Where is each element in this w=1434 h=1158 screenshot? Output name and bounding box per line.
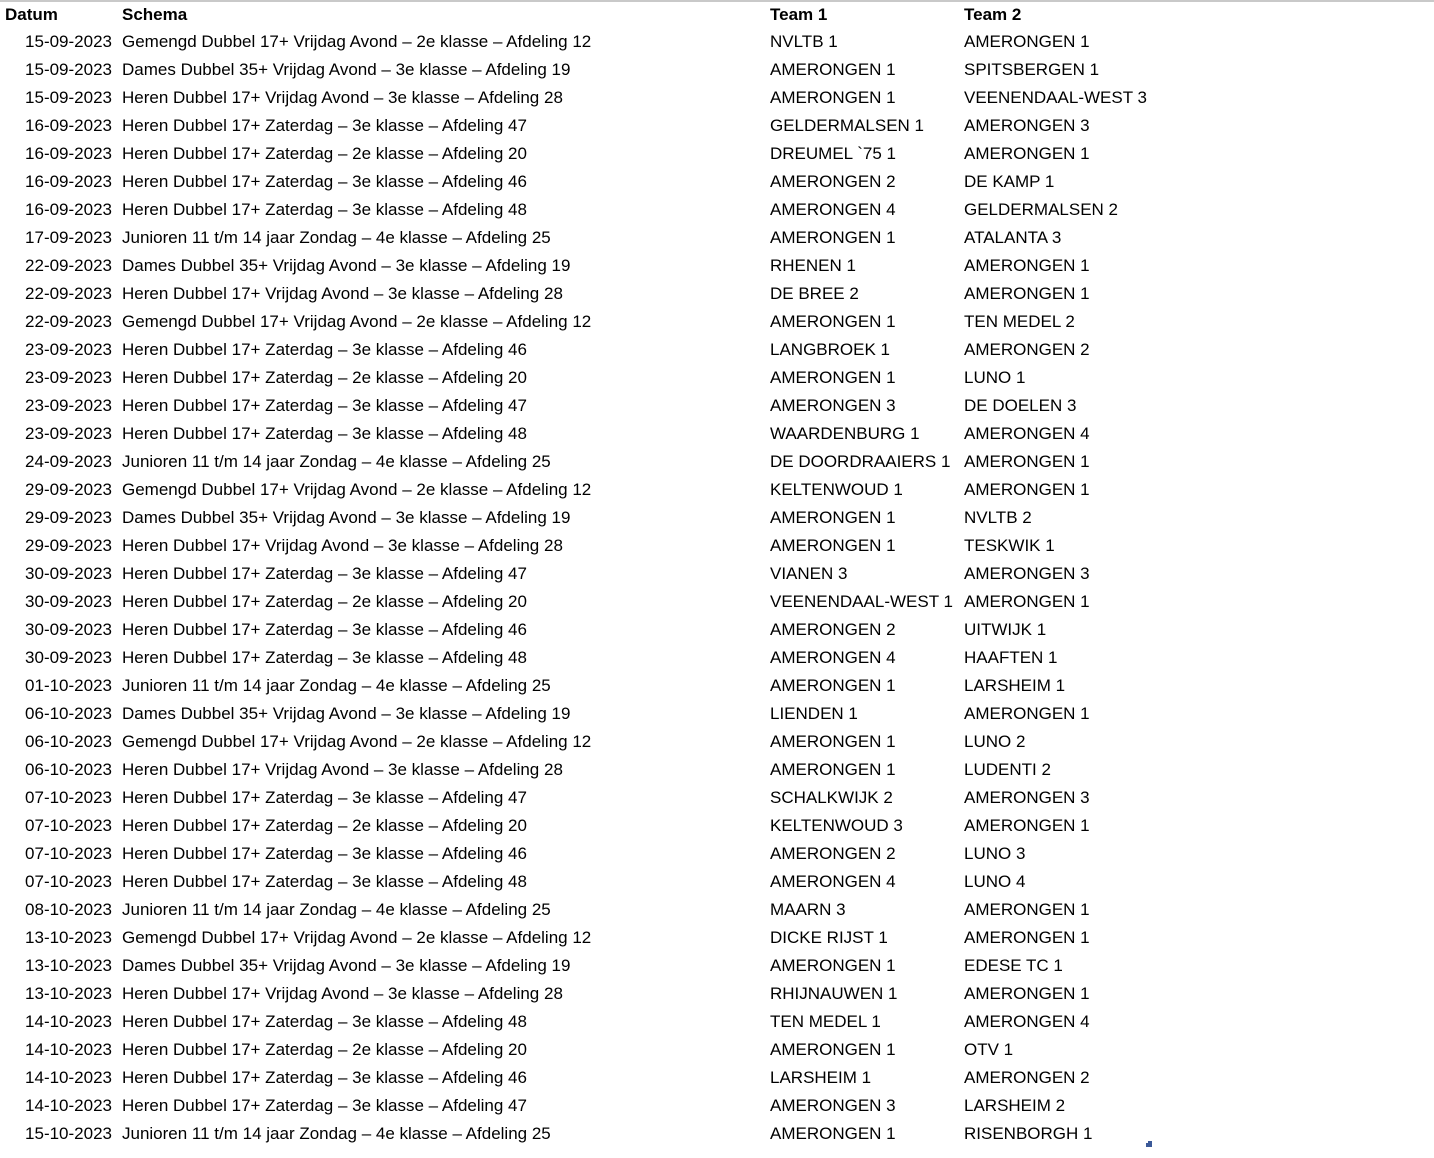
table-row: [0, 168, 1220, 196]
cell-datum[interactable]: 16-09-2023: [25, 172, 112, 191]
cell-team2[interactable]: TESKWIK 1: [964, 536, 1055, 555]
cell-team1[interactable]: LANGBROEK 1: [770, 340, 890, 359]
cell-datum[interactable]: 16-09-2023: [25, 144, 112, 163]
cell-datum[interactable]: 15-09-2023: [25, 32, 112, 51]
cell-team1[interactable]: AMERONGEN 1: [770, 228, 896, 247]
table-row: [0, 112, 1220, 140]
cell-team1[interactable]: AMERONGEN 1: [770, 1040, 896, 1059]
header-schema[interactable]: Schema: [122, 5, 188, 24]
table-row: [0, 588, 1220, 616]
cell-schema[interactable]: Heren Dubbel 17+ Vrijdag Avond – 3e klasse – Afdeling 28: [122, 88, 563, 107]
table-row: [0, 812, 1220, 840]
cell-team1[interactable]: GELDERMALSEN 1: [770, 116, 924, 135]
cell-datum[interactable]: 22-09-2023: [25, 284, 112, 303]
cell-team1[interactable]: AMERONGEN 1: [770, 508, 896, 527]
table-row: [0, 700, 1220, 728]
table-row: [0, 196, 1220, 224]
cell-team2[interactable]: AMERONGEN 1: [964, 984, 1090, 1003]
cell-team2[interactable]: LUNO 4: [964, 872, 1026, 891]
cell-datum[interactable]: 23-09-2023: [25, 368, 112, 387]
cell-schema[interactable]: Heren Dubbel 17+ Zaterdag – 3e klasse – Afdeling 46: [122, 844, 527, 863]
cell-schema[interactable]: Gemengd Dubbel 17+ Vrijdag Avond – 2e klasse – Afdeling 12: [122, 32, 592, 51]
cell-datum[interactable]: 01-10-2023: [25, 676, 112, 695]
table-row: [0, 252, 1220, 280]
cell-team2[interactable]: GELDERMALSEN 2: [964, 200, 1118, 219]
cell-schema[interactable]: Junioren 11 t/m 14 jaar Zondag – 4e klasse – Afdeling 25: [122, 900, 551, 919]
cell-team2[interactable]: AMERONGEN 1: [964, 816, 1090, 835]
cell-team2[interactable]: AMERONGEN 1: [964, 480, 1090, 499]
cell-schema[interactable]: Heren Dubbel 17+ Zaterdag – 2e klasse – Afdeling 20: [122, 592, 527, 611]
table-row: [0, 476, 1220, 504]
cell-schema[interactable]: Heren Dubbel 17+ Zaterdag – 3e klasse – Afdeling 48: [122, 648, 527, 667]
cell-team2[interactable]: AMERONGEN 1: [964, 32, 1090, 51]
cell-team2[interactable]: LUNO 3: [964, 844, 1026, 863]
cell-schema[interactable]: Heren Dubbel 17+ Zaterdag – 3e klasse – Afdeling 48: [122, 424, 527, 443]
fill-handle-icon[interactable]: [1144, 1139, 1152, 1147]
cell-datum[interactable]: 07-10-2023: [25, 788, 112, 807]
cell-team2[interactable]: ATALANTA 3: [964, 228, 1062, 247]
cell-schema[interactable]: Heren Dubbel 17+ Zaterdag – 2e klasse – Afdeling 20: [122, 1040, 527, 1059]
cell-team2[interactable]: AMERONGEN 4: [964, 424, 1090, 443]
cell-team1[interactable]: VIANEN 3: [770, 564, 848, 583]
cell-team1[interactable]: AMERONGEN 1: [770, 88, 896, 107]
cell-schema[interactable]: Heren Dubbel 17+ Zaterdag – 3e klasse – Afdeling 47: [122, 116, 527, 135]
table-row: [0, 224, 1220, 252]
table-row: [0, 532, 1220, 560]
cell-schema[interactable]: Heren Dubbel 17+ Zaterdag – 2e klasse – Afdeling 20: [122, 368, 527, 387]
cell-schema[interactable]: Heren Dubbel 17+ Zaterdag – 3e klasse – Afdeling 48: [122, 872, 527, 891]
cell-team2[interactable]: LARSHEIM 1: [964, 676, 1066, 695]
table-row: [0, 28, 1220, 56]
cell-team1[interactable]: DREUMEL `75 1: [770, 144, 896, 163]
cell-datum[interactable]: 06-10-2023: [25, 704, 112, 723]
cell-datum[interactable]: 30-09-2023: [25, 620, 112, 639]
cell-team2[interactable]: AMERONGEN 2: [964, 1068, 1090, 1087]
header-team2[interactable]: Team 2: [964, 5, 1022, 24]
cell-team2[interactable]: AMERONGEN 1: [964, 452, 1090, 471]
cell-team2[interactable]: AMERONGEN 1: [964, 592, 1090, 611]
table-row: [0, 952, 1220, 980]
cell-team2[interactable]: DE DOELEN 3: [964, 396, 1077, 415]
cell-team1[interactable]: AMERONGEN 2: [770, 172, 896, 191]
cell-team2[interactable]: AMERONGEN 1: [964, 144, 1090, 163]
cell-datum[interactable]: 30-09-2023: [25, 592, 112, 611]
cell-team2[interactable]: DE KAMP 1: [964, 172, 1055, 191]
cell-team1[interactable]: AMERONGEN 1: [770, 312, 896, 331]
cell-datum[interactable]: 30-09-2023: [25, 564, 112, 583]
cell-schema[interactable]: Dames Dubbel 35+ Vrijdag Avond – 3e klasse – Afdeling 19: [122, 508, 571, 527]
cell-team1[interactable]: AMERONGEN 1: [770, 732, 896, 751]
cell-datum[interactable]: 06-10-2023: [25, 760, 112, 779]
table-row: [0, 1092, 1220, 1120]
cell-datum[interactable]: 22-09-2023: [25, 312, 112, 331]
cell-datum[interactable]: 14-10-2023: [25, 1096, 112, 1115]
cell-schema[interactable]: Heren Dubbel 17+ Zaterdag – 2e klasse – Afdeling 20: [122, 144, 527, 163]
table-row: [0, 448, 1220, 476]
cell-schema[interactable]: Heren Dubbel 17+ Vrijdag Avond – 3e klasse – Afdeling 28: [122, 760, 563, 779]
cell-team1[interactable]: AMERONGEN 2: [770, 844, 896, 863]
cell-team1[interactable]: RHENEN 1: [770, 256, 856, 275]
cell-team1[interactable]: DE BREE 2: [770, 284, 859, 303]
cell-team1[interactable]: VEENENDAAL-WEST 1: [770, 592, 953, 611]
table-row: [0, 980, 1220, 1008]
cell-team2[interactable]: AMERONGEN 2: [964, 340, 1090, 359]
cell-team2[interactable]: LUNO 2: [964, 732, 1026, 751]
table-row: [0, 924, 1220, 952]
cell-datum[interactable]: 24-09-2023: [25, 452, 112, 471]
cell-datum[interactable]: 15-10-2023: [25, 1124, 112, 1143]
table-row: [0, 672, 1220, 700]
cell-team2[interactable]: EDESE TC 1: [964, 956, 1063, 975]
table-row: [0, 1064, 1220, 1092]
table-row: [0, 56, 1220, 84]
cell-schema[interactable]: Heren Dubbel 17+ Zaterdag – 3e klasse – Afdeling 47: [122, 788, 527, 807]
cell-team2[interactable]: OTV 1: [964, 1040, 1014, 1059]
cell-team2[interactable]: LUDENTI 2: [964, 760, 1051, 779]
table-row: [0, 84, 1220, 112]
cell-team2[interactable]: TEN MEDEL 2: [964, 312, 1075, 331]
table-row: [0, 840, 1220, 868]
cell-datum[interactable]: 15-09-2023: [25, 88, 112, 107]
cell-team2[interactable]: AMERONGEN 1: [964, 900, 1090, 919]
cell-team2[interactable]: HAAFTEN 1: [964, 648, 1058, 667]
cell-team1[interactable]: AMERONGEN 1: [770, 760, 896, 779]
cell-schema[interactable]: Heren Dubbel 17+ Vrijdag Avond – 3e klasse – Afdeling 28: [122, 284, 563, 303]
table-row: [0, 336, 1220, 364]
cell-schema[interactable]: Dames Dubbel 35+ Vrijdag Avond – 3e klasse – Afdeling 19: [122, 256, 571, 275]
cell-team1[interactable]: AMERONGEN 3: [770, 396, 896, 415]
cell-datum[interactable]: 07-10-2023: [25, 816, 112, 835]
cell-datum[interactable]: 23-09-2023: [25, 396, 112, 415]
cell-datum[interactable]: 13-10-2023: [25, 928, 112, 947]
cell-team1[interactable]: AMERONGEN 4: [770, 200, 896, 219]
table-row: [0, 616, 1220, 644]
header-datum[interactable]: Datum: [5, 5, 58, 24]
cell-datum[interactable]: 07-10-2023: [25, 844, 112, 863]
cell-schema[interactable]: Junioren 11 t/m 14 jaar Zondag – 4e klasse – Afdeling 25: [122, 676, 551, 695]
cell-team1[interactable]: WAARDENBURG 1: [770, 424, 920, 443]
cell-schema[interactable]: Gemengd Dubbel 17+ Vrijdag Avond – 2e klasse – Afdeling 12: [122, 480, 592, 499]
cell-team2[interactable]: UITWIJK 1: [964, 620, 1047, 639]
cell-team2[interactable]: AMERONGEN 1: [964, 256, 1090, 275]
cell-schema[interactable]: Heren Dubbel 17+ Zaterdag – 3e klasse – Afdeling 46: [122, 1068, 527, 1087]
cell-schema[interactable]: Dames Dubbel 35+ Vrijdag Avond – 3e klasse – Afdeling 19: [122, 60, 571, 79]
cell-schema[interactable]: Gemengd Dubbel 17+ Vrijdag Avond – 2e klasse – Afdeling 12: [122, 312, 592, 331]
table-row: [0, 560, 1220, 588]
table-row: [0, 1008, 1220, 1036]
fill-handle-notch: [1144, 1139, 1148, 1143]
table-row: [0, 784, 1220, 812]
cell-team1[interactable]: AMERONGEN 4: [770, 648, 896, 667]
cell-schema[interactable]: Gemengd Dubbel 17+ Vrijdag Avond – 2e klasse – Afdeling 12: [122, 928, 592, 947]
cell-datum[interactable]: 16-09-2023: [25, 200, 112, 219]
table-row: [0, 364, 1220, 392]
cell-team2[interactable]: AMERONGEN 1: [964, 704, 1090, 723]
table-row: [0, 896, 1220, 924]
cell-schema[interactable]: Heren Dubbel 17+ Zaterdag – 3e klasse – Afdeling 46: [122, 172, 527, 191]
cell-team2[interactable]: SPITSBERGEN 1: [964, 60, 1100, 79]
cell-team1[interactable]: AMERONGEN 3: [770, 1096, 896, 1115]
cell-team2[interactable]: LARSHEIM 2: [964, 1096, 1066, 1115]
cell-datum[interactable]: 14-10-2023: [25, 1040, 112, 1059]
cell-schema[interactable]: Junioren 11 t/m 14 jaar Zondag – 4e klasse – Afdeling 25: [122, 452, 551, 471]
table-row: [0, 1120, 1220, 1148]
table-body: [0, 28, 1220, 1148]
cell-datum[interactable]: 23-09-2023: [25, 424, 112, 443]
cell-team1[interactable]: AMERONGEN 4: [770, 872, 896, 891]
cell-schema[interactable]: Heren Dubbel 17+ Zaterdag – 3e klasse – Afdeling 47: [122, 564, 527, 583]
cell-team1[interactable]: DICKE RIJST 1: [770, 928, 888, 947]
table-row: [0, 504, 1220, 532]
cell-schema[interactable]: Dames Dubbel 35+ Vrijdag Avond – 3e klasse – Afdeling 19: [122, 704, 571, 723]
table-row: [0, 868, 1220, 896]
cell-team2[interactable]: AMERONGEN 3: [964, 116, 1090, 135]
cell-team1[interactable]: NVLTB 1: [770, 32, 838, 51]
cell-team1[interactable]: DE DOORDRAAIERS 1: [770, 452, 951, 471]
cell-datum[interactable]: 08-10-2023: [25, 900, 112, 919]
cell-datum[interactable]: 16-09-2023: [25, 116, 112, 135]
cell-schema[interactable]: Heren Dubbel 17+ Zaterdag – 3e klasse – Afdeling 46: [122, 620, 527, 639]
cell-datum[interactable]: 17-09-2023: [25, 228, 112, 247]
cell-datum[interactable]: 14-10-2023: [25, 1012, 112, 1031]
cell-team2[interactable]: AMERONGEN 1: [964, 284, 1090, 303]
table-row: [0, 756, 1220, 784]
cell-team2[interactable]: LUNO 1: [964, 368, 1026, 387]
cell-team2[interactable]: AMERONGEN 3: [964, 564, 1090, 583]
cell-datum[interactable]: 29-09-2023: [25, 480, 112, 499]
cell-schema[interactable]: Heren Dubbel 17+ Zaterdag – 3e klasse – Afdeling 47: [122, 396, 527, 415]
cell-schema[interactable]: Gemengd Dubbel 17+ Vrijdag Avond – 2e klasse – Afdeling 12: [122, 732, 592, 751]
table-row: [0, 1036, 1220, 1064]
cell-team1[interactable]: AMERONGEN 1: [770, 536, 896, 555]
cell-schema[interactable]: Heren Dubbel 17+ Vrijdag Avond – 3e klasse – Afdeling 28: [122, 536, 563, 555]
table-row: [0, 392, 1220, 420]
cell-schema[interactable]: Heren Dubbel 17+ Zaterdag – 3e klasse – Afdeling 47: [122, 1096, 527, 1115]
table-row: [0, 420, 1220, 448]
cell-team1[interactable]: AMERONGEN 1: [770, 956, 896, 975]
cell-team1[interactable]: AMERONGEN 1: [770, 60, 896, 79]
cell-team1[interactable]: KELTENWOUD 3: [770, 816, 903, 835]
cell-team1[interactable]: LARSHEIM 1: [770, 1068, 872, 1087]
cell-schema[interactable]: Junioren 11 t/m 14 jaar Zondag – 4e klasse – Afdeling 25: [122, 228, 551, 247]
cell-datum[interactable]: 30-09-2023: [25, 648, 112, 667]
cell-team1[interactable]: MAARN 3: [770, 900, 846, 919]
cell-schema[interactable]: Heren Dubbel 17+ Zaterdag – 3e klasse – Afdeling 46: [122, 340, 527, 359]
cell-datum[interactable]: 29-09-2023: [25, 536, 112, 555]
cell-schema[interactable]: Heren Dubbel 17+ Zaterdag – 2e klasse – Afdeling 20: [122, 816, 527, 835]
cell-team1[interactable]: AMERONGEN 1: [770, 676, 896, 695]
cell-team1[interactable]: RHIJNAUWEN 1: [770, 984, 898, 1003]
table-row: [0, 728, 1220, 756]
cell-datum[interactable]: 13-10-2023: [25, 984, 112, 1003]
cell-datum[interactable]: 07-10-2023: [25, 872, 112, 891]
cell-team2[interactable]: AMERONGEN 1: [964, 928, 1090, 947]
header-team1[interactable]: Team 1: [770, 5, 828, 24]
cell-schema[interactable]: Heren Dubbel 17+ Vrijdag Avond – 3e klasse – Afdeling 28: [122, 984, 563, 1003]
cell-team2[interactable]: NVLTB 2: [964, 508, 1032, 527]
cell-datum[interactable]: 15-09-2023: [25, 60, 112, 79]
cell-team2[interactable]: VEENENDAAL-WEST 3: [964, 88, 1147, 107]
table-row: [0, 644, 1220, 672]
table-row: [0, 280, 1220, 308]
cell-schema[interactable]: Junioren 11 t/m 14 jaar Zondag – 4e klasse – Afdeling 25: [122, 1124, 551, 1143]
cell-team1[interactable]: SCHALKWIJK 2: [770, 788, 893, 807]
cell-datum[interactable]: 29-09-2023: [25, 508, 112, 527]
cell-team1[interactable]: AMERONGEN 1: [770, 368, 896, 387]
cell-schema[interactable]: Dames Dubbel 35+ Vrijdag Avond – 3e klasse – Afdeling 19: [122, 956, 571, 975]
cell-datum[interactable]: 22-09-2023: [25, 256, 112, 275]
cell-datum[interactable]: 14-10-2023: [25, 1068, 112, 1087]
table-row: [0, 308, 1220, 336]
cell-team1[interactable]: LIENDEN 1: [770, 704, 858, 723]
cell-schema[interactable]: Heren Dubbel 17+ Zaterdag – 3e klasse – Afdeling 48: [122, 200, 527, 219]
cell-team2[interactable]: RISENBORGH 1: [964, 1124, 1093, 1143]
cell-datum[interactable]: 06-10-2023: [25, 732, 112, 751]
header-row: [0, 2, 1220, 28]
cell-datum[interactable]: 13-10-2023: [25, 956, 112, 975]
schedule-table: [0, 2, 1220, 1148]
table-row: [0, 140, 1220, 168]
cell-datum[interactable]: 23-09-2023: [25, 340, 112, 359]
cell-team2[interactable]: AMERONGEN 4: [964, 1012, 1090, 1031]
cell-team1[interactable]: AMERONGEN 1: [770, 1124, 896, 1143]
cell-team1[interactable]: AMERONGEN 2: [770, 620, 896, 639]
cell-team2[interactable]: AMERONGEN 3: [964, 788, 1090, 807]
cell-schema[interactable]: Heren Dubbel 17+ Zaterdag – 3e klasse – Afdeling 48: [122, 1012, 527, 1031]
cell-team1[interactable]: TEN MEDEL 1: [770, 1012, 881, 1031]
cell-team1[interactable]: KELTENWOUD 1: [770, 480, 903, 499]
